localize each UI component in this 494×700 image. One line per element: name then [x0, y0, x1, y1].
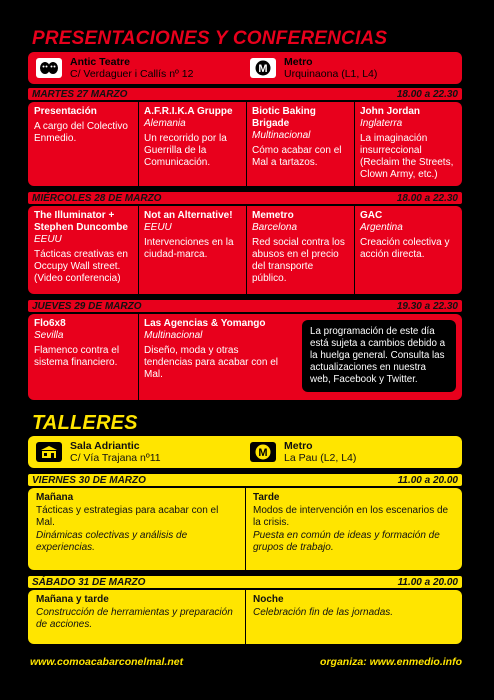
metro-icon: [250, 442, 276, 462]
event-desc: Red social contra los abusos en el precio del transporte público.: [252, 237, 345, 284]
event-title: Not an Alternative!: [144, 210, 233, 221]
notice-box: La programación de este día está sujeta a cambios debido a la huelga general. Consulta las actualizaciones en nuestra web, Facebook y Twitter.: [302, 320, 456, 392]
workshop-desc: Tácticas y estrategias para acabar con el Mal.: [36, 504, 219, 528]
event-title: The Illuminator + Stephen Duncombe: [34, 210, 128, 233]
workshop-title: Noche: [253, 594, 284, 605]
svg-text:M: M: [258, 63, 268, 75]
event-location: Barcelona: [252, 222, 298, 233]
event-card: [140, 314, 290, 385]
event-card: [30, 206, 138, 289]
day-label: MIÉRCOLES 28 DE MARZO: [32, 192, 162, 204]
event-card: [30, 314, 138, 373]
venue-name: Sala Adriantic: [70, 440, 140, 452]
metro-label: Metro: [284, 56, 313, 68]
workshop-card: [247, 488, 459, 559]
day-header-miercoles: [28, 192, 462, 204]
metro-label: Metro: [284, 440, 313, 452]
event-title: GAC: [360, 210, 383, 221]
event-title: John Jordan: [360, 106, 421, 117]
talleres-venue: [28, 436, 462, 468]
footer-organizer-link[interactable]: organiza: www.enmedio.info: [320, 656, 462, 668]
event-location: Alemania: [144, 118, 186, 129]
event-desc: Intervenciones en la ciudad-marca.: [144, 237, 234, 260]
workshop-card: [247, 590, 459, 623]
event-card: [356, 102, 462, 185]
event-location: Sevilla: [34, 330, 64, 341]
day-header-viernes: [28, 474, 462, 486]
day-header-martes: [28, 88, 462, 100]
event-desc: Flamenco contra el sistema financiero.: [34, 345, 120, 368]
event-card: [140, 206, 246, 265]
day-label: VIERNES 30 DE MARZO: [32, 474, 146, 486]
event-title: A.F.R.I.K.A Gruppe: [144, 106, 233, 117]
time-label: 19.30 a 22.30: [396, 300, 458, 312]
event-desc: La imaginación insurreccional (Reclaim the Streets, Clown Army, etc.): [360, 133, 454, 180]
metro-value: Urquinaona (L1, L4): [284, 68, 378, 80]
event-title: Presentación: [34, 106, 97, 117]
metro-value: La Pau (L2, L4): [284, 452, 357, 464]
presentaciones-title: PRESENTACIONES Y CONFERENCIAS: [32, 28, 388, 49]
event-location: EEUU: [144, 222, 172, 233]
footer-website-link[interactable]: www.comoacabarconelmal.net: [30, 656, 184, 668]
time-label: 18.00 a 22.30: [396, 88, 458, 100]
svg-text:M: M: [258, 447, 268, 459]
event-title: Flo6x8: [34, 318, 66, 329]
event-card: [140, 102, 246, 173]
event-desc: Un recorrido por la Guerrilla de la Comunicación.: [144, 133, 227, 168]
workshop-desc-italic: Puesta en común de ideas y formación de grupos de trabajo.: [253, 529, 440, 553]
event-desc: Creación colectiva y acción directa.: [360, 237, 450, 260]
workshop-desc-italic: Dinámicas colectivas y análisis de experiencias.: [36, 529, 188, 553]
event-title: Biotic Baking Brigade: [252, 106, 316, 129]
event-desc: Tácticas creativas en Occupy Wall street. (Video conferencia): [34, 249, 128, 284]
presentaciones-venue: [28, 52, 462, 84]
workshop-desc-italic: Celebración fin de las jornadas.: [253, 606, 394, 618]
workshop-title: Tarde: [253, 492, 280, 503]
workshop-card: [30, 590, 245, 636]
event-location: Inglaterra: [360, 118, 403, 129]
day-label: JUEVES 29 DE MARZO: [32, 300, 142, 312]
day-header-jueves: [28, 300, 462, 312]
event-card: [30, 102, 138, 149]
workshop-desc: Modos de intervención en los escenarios de la crisis.: [253, 504, 449, 528]
event-card: [356, 206, 462, 265]
time-label: 18.00 a 22.30: [396, 192, 458, 204]
day-header-sabado: [28, 576, 462, 588]
event-desc: Diseño, moda y otras tendencias para acabar con el Mal.: [144, 345, 278, 380]
event-desc: A cargo del Colectivo Enmedio.: [34, 121, 128, 144]
day-label: SÁBADO 31 DE MARZO: [32, 576, 146, 588]
event-card: [248, 102, 354, 173]
metro-icon: [250, 58, 276, 78]
theatre-masks-icon: [36, 58, 62, 78]
event-title: Las Agencias & Yomango: [144, 318, 266, 329]
day-label: MARTES 27 MARZO: [32, 88, 128, 100]
workshop-desc-italic: Construcción de herramientas y preparación de acciones.: [36, 606, 233, 630]
venue-name: Antic Teatre: [70, 56, 130, 68]
workshop-title: Mañana: [36, 492, 74, 503]
event-location: Multinacional: [252, 130, 311, 141]
event-desc: Cómo acabar con el Mal a tartazos.: [252, 145, 342, 168]
event-card: [248, 206, 354, 289]
time-label: 11.00 a 20.00: [397, 474, 458, 486]
event-title: Memetro: [252, 210, 294, 221]
workshop-title: Mañana y tarde: [36, 594, 109, 605]
event-location: Argentina: [360, 222, 403, 233]
venue-address: C/ Vía Trajana nº11: [70, 452, 161, 464]
workshop-card: [30, 488, 245, 559]
venue-address: C/ Verdaguer i Callís nº 12: [70, 68, 194, 80]
talleres-title: TALLERES: [32, 412, 138, 434]
building-icon: [36, 442, 62, 462]
event-location: Multinacional: [144, 330, 203, 341]
time-label: 11.00 a 20.00: [397, 576, 458, 588]
event-location: EEUU: [34, 234, 62, 245]
